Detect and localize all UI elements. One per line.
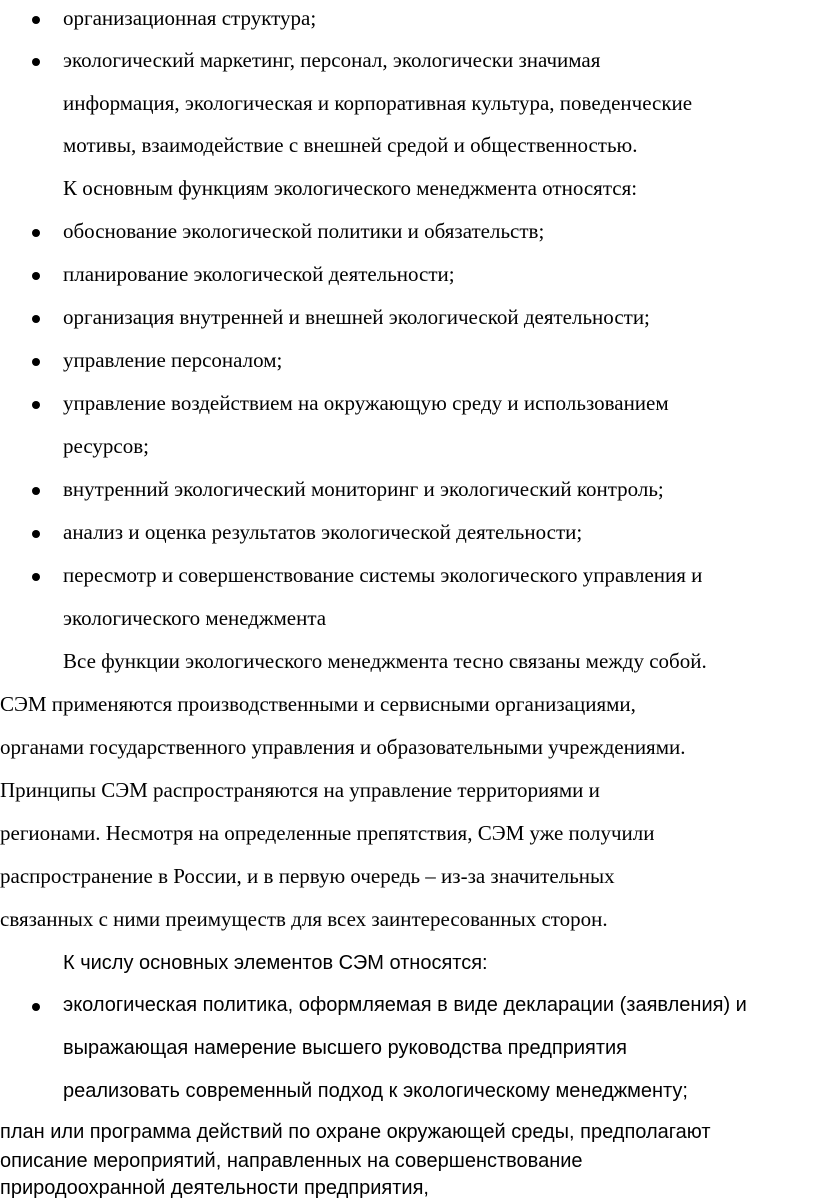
bullet-icon bbox=[32, 16, 40, 24]
tail-line: описание мероприятий, направленных на совершенствование bbox=[0, 1150, 583, 1172]
bullet-icon bbox=[32, 1003, 40, 1011]
paragraph-line: СЭМ применяются производственными и сервисными организациями, bbox=[0, 692, 636, 716]
tail-line: природоохранной деятельности предприятия, bbox=[0, 1177, 429, 1199]
list-item-text: анализ и оценка результатов экологической деятельности; bbox=[63, 520, 583, 544]
list-item-text: мотивы, взаимодействие с внешней средой и общественностью. bbox=[63, 133, 638, 157]
tail-line: план или программа действий по охране окружающей среды, предполагают bbox=[0, 1121, 711, 1143]
list-item-text: организация внутренней и внешней экологической деятельности; bbox=[63, 305, 650, 329]
paragraph-line: Принципы СЭМ распространяются на управление территориями и bbox=[0, 778, 600, 802]
paragraph-line: связанных с ними преимуществ для всех заинтересованных сторон. bbox=[0, 907, 608, 931]
functions-intro: К основным функциям экологического менеджмента относятся: bbox=[63, 176, 638, 200]
elements-intro: К числу основных элементов СЭМ относятся: bbox=[63, 952, 488, 974]
list-item-text: управление воздействием на окружающую среду и использованием bbox=[63, 391, 669, 415]
list-item-text: экологическая политика, оформляемая в виде декларации (заявления) и bbox=[63, 994, 747, 1016]
list-item-text: управление персоналом; bbox=[63, 348, 283, 372]
bullet-icon bbox=[32, 272, 40, 280]
list-item-text: реализовать современный подход к экологическому менеджменту; bbox=[63, 1080, 688, 1102]
list-item-text: внутренний экологический мониторинг и экологический контроль; bbox=[63, 477, 664, 501]
paragraph-line: органами государственного управления и образовательными учреждениями. bbox=[0, 735, 686, 759]
bullet-icon bbox=[32, 401, 40, 409]
paragraph-line: Все функции экологического менеджмента тесно связаны между собой. bbox=[63, 649, 707, 673]
list-item-text: экологический маркетинг, персонал, экологически значимая bbox=[63, 48, 601, 72]
bullet-icon bbox=[32, 229, 40, 237]
bullet-icon bbox=[32, 315, 40, 323]
bullet-icon bbox=[32, 573, 40, 581]
paragraph-line: распространение в России, и в первую очередь – из-за значительных bbox=[0, 864, 615, 888]
list-item-text: выражающая намерение высшего руководства предприятия bbox=[63, 1037, 628, 1059]
paragraph-line: регионами. Несмотря на определенные препятствия, СЭМ уже получили bbox=[0, 821, 655, 845]
list-item-text: экологического менеджмента bbox=[63, 606, 327, 630]
list-item-text: обоснование экологической политики и обязательств; bbox=[63, 219, 545, 243]
bullet-icon bbox=[32, 358, 40, 366]
list-item-text: планирование экологической деятельности; bbox=[63, 262, 455, 286]
bullet-icon bbox=[32, 530, 40, 538]
list-item-text: организационная структура; bbox=[63, 6, 317, 30]
list-item-text: информация, экологическая и корпоративная культура, поведенческие bbox=[63, 91, 693, 115]
list-item-text: пересмотр и совершенствование системы экологического управления и bbox=[63, 563, 703, 587]
bullet-icon bbox=[32, 58, 40, 66]
list-item-text: ресурсов; bbox=[63, 434, 149, 458]
bullet-icon bbox=[32, 487, 40, 495]
